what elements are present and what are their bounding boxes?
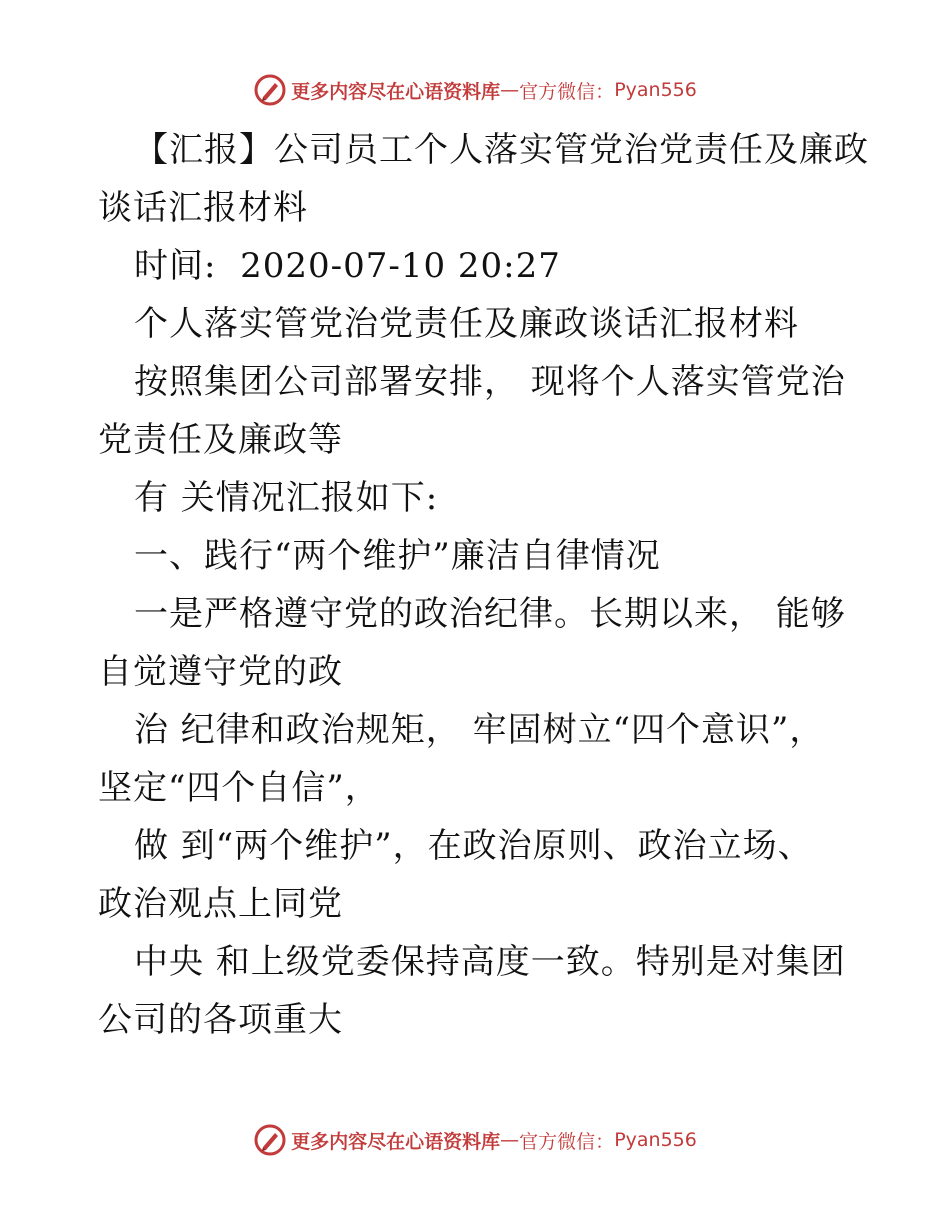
watermark-site-text: 更多内容尽在心语资料库 [291,1130,501,1153]
doc-paragraph-line: 一是严格遵守党的政治纪律。长期以来， 能够 [134,594,846,634]
pen-circle-icon [253,73,287,107]
doc-paragraph-line: 有 关情况汇报如下: [134,478,439,518]
doc-paragraph-line: 坚定“四个自信”， [98,768,380,808]
doc-title-line-1: 【汇报】公司员工个人落实管党治党责任及廉政 [134,130,869,170]
watermark-wechat-id: Pyan556 [614,79,697,101]
doc-paragraph-line: 中央 和上级党委保持高度一致。特别是对集团 [134,942,846,982]
doc-timestamp: 时间: 2020-07-10 20:27 [134,246,561,286]
watermark-separator: — [500,1129,520,1151]
watermark-wechat-label: 官方微信： [519,80,615,103]
watermark-site-text: 更多内容尽在心语资料库 [291,80,501,103]
watermark-wechat-id: Pyan556 [614,1129,697,1151]
doc-section-heading: 一、践行“两个维护”廉洁自律情况 [134,536,661,576]
doc-paragraph-line: 做 到“两个维护”，在政治原则、政治立场、 [134,826,813,866]
pen-circle-icon [253,1123,287,1157]
doc-paragraph-line: 治 纪律和政治规矩， 牢固树立“四个意识”， [134,710,825,750]
watermark-wechat-label: 官方微信： [519,1130,615,1153]
watermark-separator: — [500,79,520,101]
doc-paragraph-line: 自觉遵守党的政 [98,652,343,692]
doc-subtitle: 个人落实管党治党责任及廉政谈话汇报材料 [134,304,799,344]
watermark-banner-bottom [0,1120,950,1160]
doc-paragraph-line: 公司的各项重大 [98,1000,343,1040]
doc-paragraph-line: 按照集团公司部署安排， 现将个人落实管党治 [134,362,846,402]
doc-paragraph-line: 党责任及廉政等 [98,420,343,460]
watermark-banner-top [0,70,950,110]
doc-paragraph-line: 政治观点上同党 [98,884,343,924]
doc-title-line-2: 谈话汇报材料 [98,188,308,228]
